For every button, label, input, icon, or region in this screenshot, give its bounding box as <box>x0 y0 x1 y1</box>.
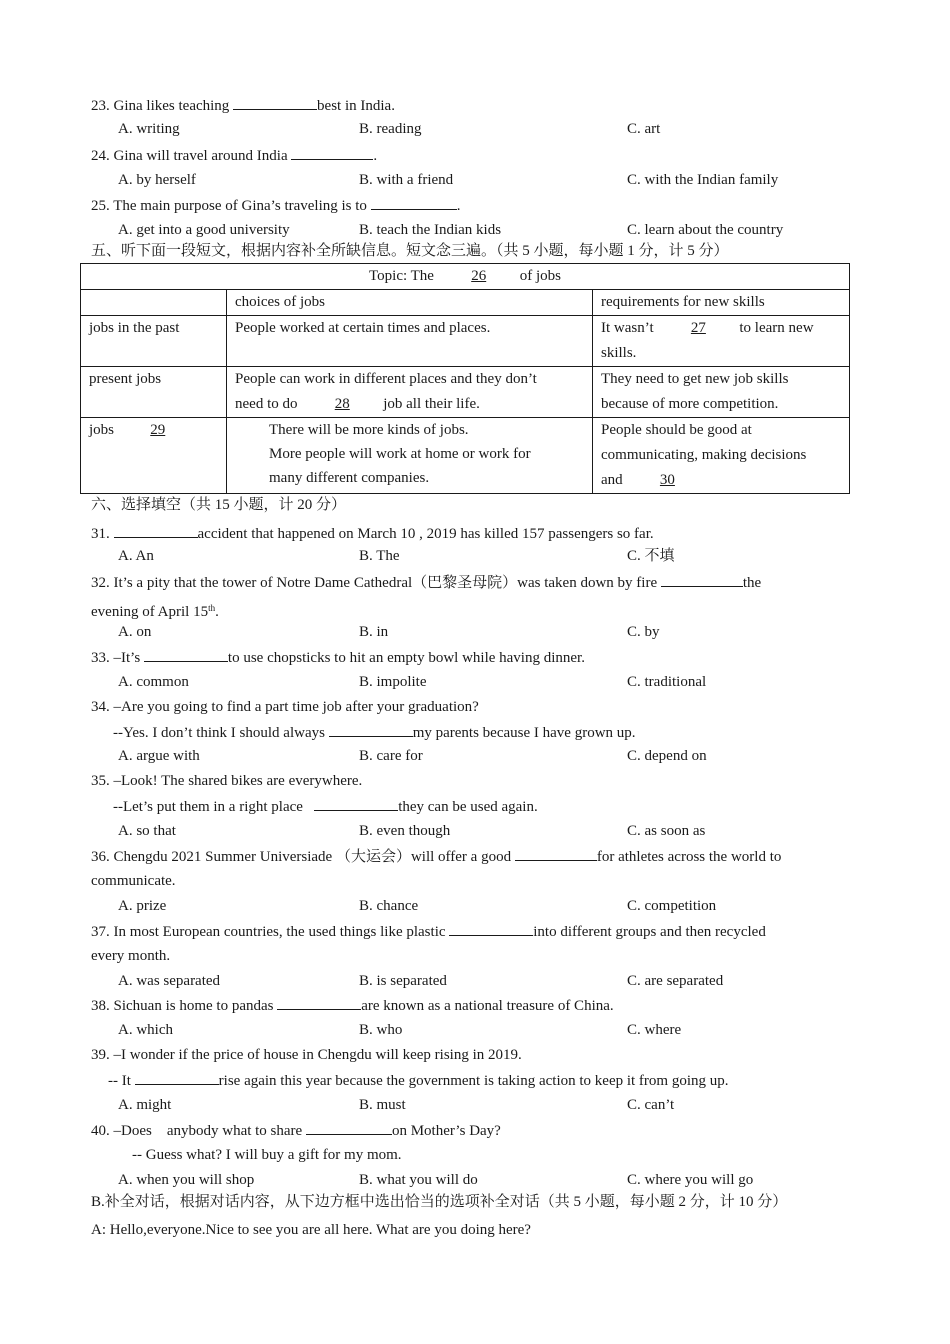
q24-option-b: B. with a friend <box>359 172 454 188</box>
table-row-label-future: jobs 29 <box>81 418 227 494</box>
question-23: 23. Gina likes teaching best in India. <box>91 98 395 114</box>
answer-blank <box>233 96 317 110</box>
question-36-line2: communicate. <box>91 873 176 889</box>
q36-option-c: C. competition <box>627 898 717 914</box>
question-34: 34. –Are you going to find a part time job after your graduation? <box>91 699 479 715</box>
question-37: 37. In most European countries, the used things like plastic into different groups and then recycled <box>91 924 766 940</box>
table-topic-row: Topic: The 26 of jobs <box>81 264 850 290</box>
q23-option-b: B. reading <box>359 121 422 137</box>
q32-option-b: B. in <box>359 624 389 640</box>
q39-option-a: A. might <box>118 1097 172 1113</box>
question-33: 33. –It’s to use chopsticks to hit an empty bowl while having dinner. <box>91 650 585 666</box>
q24-option-c: C. with the Indian family <box>627 172 779 188</box>
table-row-label-present: present jobs <box>81 367 227 418</box>
question-40-line2: -- Guess what? I will buy a gift for my mom. <box>132 1147 402 1163</box>
q31-option-a: A. An <box>118 548 154 564</box>
q37-option-a: A. was separated <box>118 973 221 989</box>
section-5-heading: 五、听下面一段短文，根据内容补全所缺信息。短文念三遍。（共 5 小题，每小题 1 分，计 5 分） <box>91 243 729 259</box>
table-cell-req-present: They need to get new job skills because of more competition. <box>593 367 850 418</box>
q35-option-c: C. as soon as <box>627 823 706 839</box>
answer-blank <box>291 146 373 160</box>
table-cell-choices-future: There will be more kinds of jobs. More people will work at home or work for many different companies. <box>227 418 593 494</box>
question-31: 31. accident that happened on March 10 , 2019 has killed 157 passengers so far. <box>91 526 654 542</box>
q33-option-c: C. traditional <box>627 674 707 690</box>
q35-option-a: A. so that <box>118 823 176 839</box>
answer-blank <box>135 1071 219 1085</box>
q40-option-a: A. when you will shop <box>118 1172 255 1188</box>
q36-option-b: B. chance <box>359 898 419 914</box>
answer-blank <box>144 648 228 662</box>
q25-option-b: B. teach the Indian kids <box>359 222 502 238</box>
question-35: 35. –Look! The shared bikes are everywhere. <box>91 773 363 789</box>
answer-blank <box>329 723 413 737</box>
q33-option-a: A. common <box>118 674 189 690</box>
answer-blank <box>371 196 457 210</box>
q31-option-c: C. 不填 <box>627 548 675 564</box>
answer-blank <box>114 524 198 538</box>
q34-option-c: C. depend on <box>627 748 707 764</box>
q39-option-c: C. can’t <box>627 1097 675 1113</box>
q23-option-c: C. art <box>627 121 661 137</box>
q37-option-c: C. are separated <box>627 973 724 989</box>
answer-blank-26: 26 <box>471 268 487 284</box>
answer-blank <box>277 996 361 1010</box>
dialog-line-1: A: Hello,everyone.Nice to see you are all here. What are you doing here? <box>91 1222 531 1238</box>
q34-option-a: A. argue with <box>118 748 200 764</box>
section-6-heading: 六、选择填空（共 15 小题，计 20 分） <box>91 497 347 513</box>
table-row-label-past: jobs in the past <box>81 316 227 367</box>
q33-option-b: B. impolite <box>359 674 427 690</box>
q36-option-a: A. prize <box>118 898 167 914</box>
q38-option-c: C. where <box>627 1022 682 1038</box>
answer-blank-30: 30 <box>659 472 675 488</box>
question-36: 36. Chengdu 2021 Summer Universiade （大运会）will offer a good for athletes across the world to <box>91 849 782 865</box>
question-35-line2: --Let’s put them in a right place they can be used again. <box>113 799 538 815</box>
q40-option-b: B. what you will do <box>359 1172 478 1188</box>
question-34-line2: --Yes. I don’t think I should always my parents because I have grown up. <box>113 725 636 741</box>
q32-option-a: A. on <box>118 624 152 640</box>
question-39: 39. –I wonder if the price of house in Chengdu will keep rising in 2019. <box>91 1047 522 1063</box>
question-37-line2: every month. <box>91 948 171 964</box>
question-40: 40. –Does anybody what to share on Mother’s Day? <box>91 1123 501 1139</box>
answer-blank <box>661 573 743 587</box>
table-cell-choices-present: People can work in different places and they don’t need to do 28 job all their life. <box>227 367 593 418</box>
question-25: 25. The main purpose of Gina’s traveling is to . <box>91 198 461 214</box>
answer-blank <box>314 797 398 811</box>
table-header-choices: choices of jobs <box>227 290 593 316</box>
question-32-line2: evening of April 15th. <box>91 603 219 620</box>
table-cell-req-past: It wasn’t 27 to learn new skills. <box>593 316 850 367</box>
answer-blank <box>306 1121 392 1135</box>
q39-option-b: B. must <box>359 1097 406 1113</box>
q24-option-a: A. by herself <box>118 172 196 188</box>
q38-option-b: B. who <box>359 1022 403 1038</box>
question-38: 38. Sichuan is home to pandas are known as a national treasure of China. <box>91 998 614 1014</box>
q25-option-c: C. learn about the country <box>627 222 784 238</box>
table-cell-choices-past: People worked at certain times and places. <box>227 316 593 367</box>
question-39-line2: -- It rise again this year because the government is taking action to keep it from going up. <box>108 1073 729 1089</box>
q35-option-b: B. even though <box>359 823 451 839</box>
q32-option-c: C. by <box>627 624 660 640</box>
answer-blank <box>449 922 533 936</box>
answer-blank-29: 29 <box>150 422 166 438</box>
answer-blank <box>515 847 597 861</box>
jobs-table <box>80 263 850 494</box>
q38-option-a: A. which <box>118 1022 173 1038</box>
answer-blank-27: 27 <box>690 320 706 336</box>
answer-blank-28: 28 <box>334 396 350 412</box>
q40-option-c: C. where you will go <box>627 1172 754 1188</box>
question-32: 32. It’s a pity that the tower of Notre Dame Cathedral（巴黎圣母院）was taken down by fire the <box>91 575 762 591</box>
q23-option-a: A. writing <box>118 121 180 137</box>
q31-option-b: B. The <box>359 548 400 564</box>
q25-option-a: A. get into a good university <box>118 222 290 238</box>
table-cell-req-future: People should be good at communicating, making decisions and 30 <box>593 418 850 494</box>
table-header-requirements: requirements for new skills <box>593 290 850 316</box>
question-24: 24. Gina will travel around India . <box>91 148 378 164</box>
q37-option-b: B. is separated <box>359 973 447 989</box>
table-empty-header <box>81 290 227 316</box>
q34-option-b: B. care for <box>359 748 423 764</box>
section-b-heading: B.补全对话，根据对话内容，从下边方框中选出恰当的选项补全对话（共 5 小题，每小题 2 分，计 10 分） <box>91 1194 788 1210</box>
